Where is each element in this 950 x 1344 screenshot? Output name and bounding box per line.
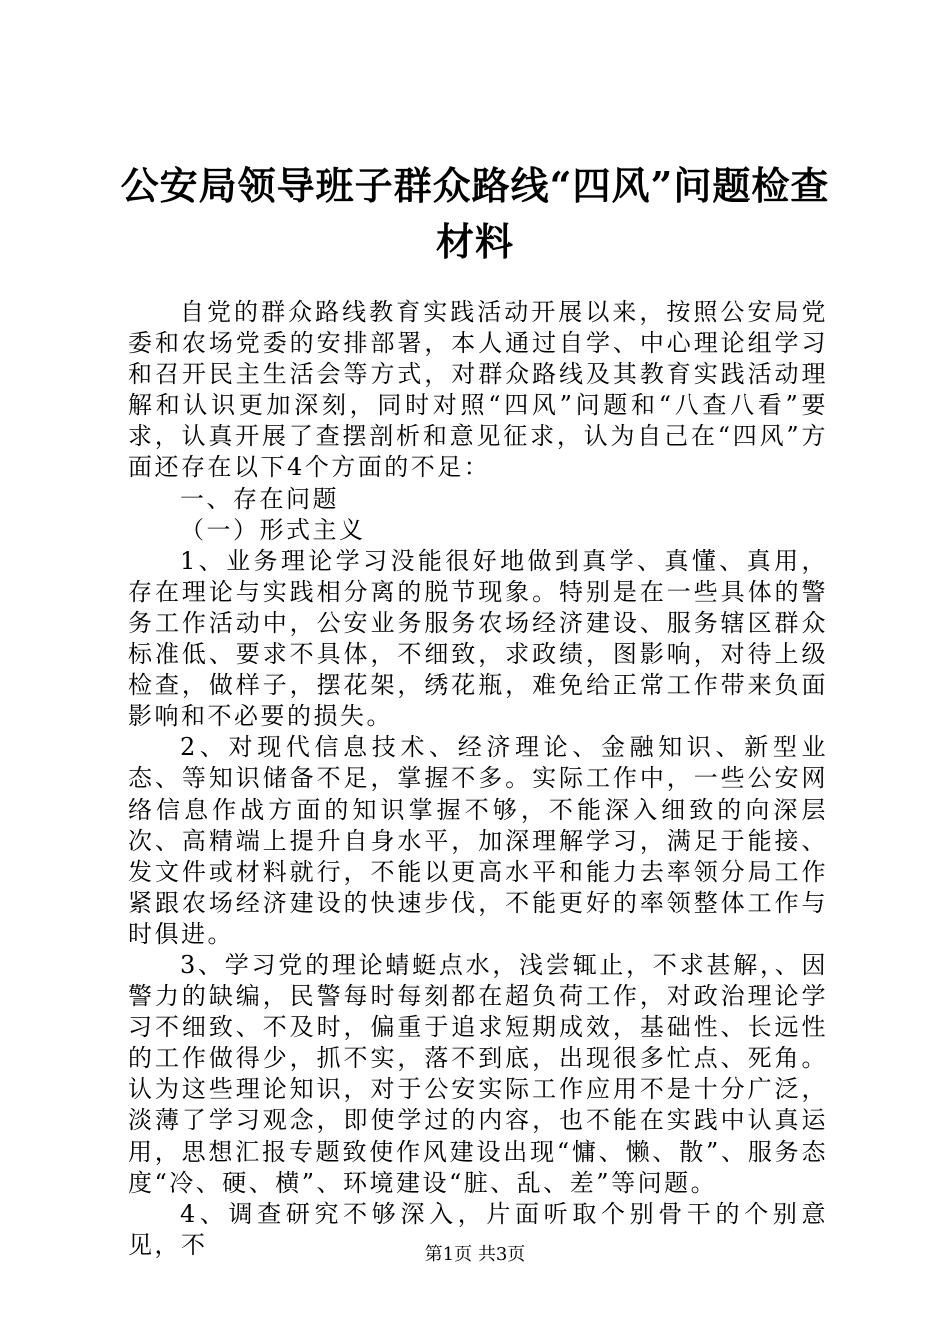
document-body <box>128 297 828 1261</box>
subsection-heading: （一）形式主义 <box>180 515 366 544</box>
document-title: 公安局领导班子群众路线“四风”问题检查材料 <box>120 163 830 264</box>
page-footer: 第1页 共3页 <box>424 1244 526 1265</box>
paragraph-item-4: 4、调查研究不够深入，片面听取个别骨干的个别意见，不 <box>128 1199 828 1259</box>
paragraph-item-3: 3、学习党的理论蜻蜓点水，浅尝辄止，不求甚解，、因警力的缺编，民警每时每刻都在超负荷工作，对政治理论学习不细致、不及时，偏重于追求短期成效，基础性、长远性的工作做得少，抓不实，落不到底，出现很多忙点、死角。认为这些理论知识，对于公安实际工作应用不是十分广泛，淡薄了学习观念，即使学过的内容，也不能在实践中认真运用，思想汇报专题致使作风建设出现“慵、懒、散”、服务态度“冷、硬、横”、环境建设“脏、乱、差”等问题。 <box>128 950 828 1197</box>
section-heading: 一、存在问题 <box>180 484 339 513</box>
paragraph-intro: 自党的群众路线教育实践活动开展以来，按照公安局党委和农场党委的安排部署，本人通过自学、中心理论组学习和召开民主生活会等方式，对群众路线及其教育实践活动理解和认识更加深刻，同时对照“四风”问题和“八查八看”要求，认真开展了查摆剖析和意见征求，认为自己在“四风”方面还存在以下4个方面的不足： <box>128 298 828 482</box>
paragraph-item-1: 1、业务理论学习没能很好地做到真学、真懂、真用，存在理论与实践相分离的脱节现象。特别是在一些具体的警务工作活动中，公安业务服务农场经济建设、服务辖区群众标准低、要求不具体，不细致，求政绩，图影响，对待上级检查，做样子，摆花架，绣花瓶，难免给正常工作带来负面影响和不必要的损失。 <box>128 546 828 731</box>
paragraph-item-2: 2、对现代信息技术、经济理论、金融知识、新型业态、等知识储备不足，掌握不多。实际工作中，一些公安网络信息作战方面的知识掌握不够，不能深入细致的向深层次、高精端上提升自身水平，加深理解学习，满足于能接、发文件或材料就行，不能以更高水平和能力去率领分局工作紧跟农场经济建设的快速步伐，不能更好的率领整体工作与时俱进。 <box>128 733 828 948</box>
